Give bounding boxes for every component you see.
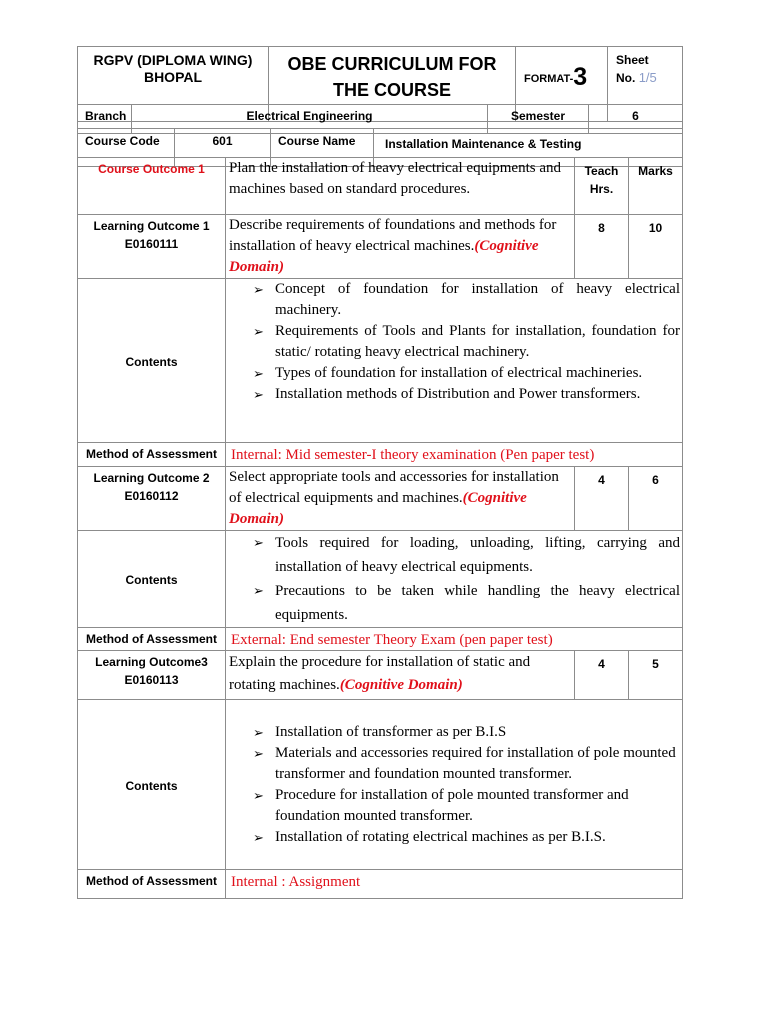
list-item [237,321,680,363]
arrow-bullet-icon: ➢ [253,725,264,740]
list-item [237,722,680,743]
title-line1: OBE CURRICULUM FOR [287,54,497,74]
org-line2: BHOPAL [143,69,203,85]
sheet-label: Sheet [616,53,649,67]
list-item [237,579,680,627]
list-item-text: Installation of transformer as per B.I.S [275,724,507,740]
lo-text: Explain the procedure for installation of static and rotating machines. [229,654,531,693]
contents-row [78,531,683,628]
format-label: FORMAT- [524,73,574,85]
lo-text: Select appropriate tools and accessories for installation of electrical equipments and machines. [229,469,559,506]
course-name-value: Installation Maintenance & Testing [374,129,683,167]
list-item [237,531,680,579]
list-item-text: Materials and accessories required for installation of pole mounted transformer and foundation mounted transformer. [275,745,676,782]
lo-title: Learning Outcome3 [95,655,208,669]
lo-text: Describe requirements of foundations and methods for installation of heavy electrical machines. [229,217,557,254]
learning-outcome-row [78,215,683,279]
course-name-label: Course Name [271,129,374,167]
course-outcome-text: Plan the installation of heavy electrical equipments and machines based on standard procedures. [226,158,575,215]
branch-value: Electrical Engineering [132,105,488,134]
contents-list [229,531,680,627]
arrow-bullet-icon: ➢ [253,746,264,761]
contents-row [78,700,683,870]
list-item [237,827,680,848]
arrow-bullet-icon: ➢ [253,830,264,845]
sheet-no-label: No. [616,71,636,85]
assessment-label: Method of Assessment [78,870,226,899]
semester-label: Semester [488,105,589,134]
list-item-text: Installation methods of Distribution and Power transformers. [275,386,641,402]
learning-outcome-text [226,651,575,700]
list-item [237,384,680,405]
lo-marks: 10 [629,215,683,279]
list-item-text: Tools required for loading, unloading, lifting, carrying and installation of heavy electrical equipments. [275,535,680,575]
list-item-text: Precautions to be taken while handling the heavy electrical equipments. [275,583,680,623]
lo-marks: 5 [629,651,683,700]
course-code-value: 601 [175,129,271,167]
course-outcome-label: Course Outcome 1 [78,158,226,215]
lo-code: E0160112 [124,489,179,503]
learning-outcome-label [78,651,226,700]
assessment-text: External: End semester Theory Exam (pen paper test) [226,628,683,651]
learning-outcome-text [226,215,575,279]
teach-hrs-header: Teach Hrs. [575,158,629,215]
lo-domain: (Cognitive Domain) [229,238,539,275]
learning-outcome-row [78,467,683,531]
learning-outcome-text [226,467,575,531]
contents-list [229,722,680,848]
lo-title: Learning Outcome 2 [93,471,210,485]
learning-outcome-row [78,651,683,700]
list-item-text: Types of foundation for installation of electrical machineries. [275,365,643,381]
contents-cell [226,700,683,870]
lo-code: E0160111 [124,237,179,251]
contents-label: Contents [78,531,226,628]
course-code-label: Course Code [78,129,175,167]
arrow-bullet-icon: ➢ [253,387,264,402]
learning-outcome-label [78,215,226,279]
list-item-text: Procedure for installation of pole mounted transformer and foundation mounted transformer. [275,787,629,824]
assessment-text: Internal: Mid semester-I theory examination (Pen paper test) [226,443,683,467]
sheet-page: 1/5 [638,70,657,85]
contents-row [78,279,683,443]
assessment-label: Method of Assessment [78,628,226,651]
list-item [237,785,680,827]
list-item [237,363,680,384]
lo-hours: 4 [575,651,629,700]
org-line1: RGPV (DIPLOMA WING) [93,52,253,68]
arrow-bullet-icon: ➢ [253,788,264,803]
assessment-row [78,870,683,899]
outcomes-table [77,157,683,899]
arrow-bullet-icon: ➢ [253,583,264,598]
list-item-text: Concept of foundation for installation of heavy electrical machinery. [275,281,680,318]
lo-domain: (Cognitive Domain) [339,677,463,693]
contents-label: Contents [78,700,226,870]
semester-value: 6 [589,105,683,134]
contents-label: Contents [78,279,226,443]
list-item-text: Installation of rotating electrical machines as per B.I.S. [275,829,606,845]
list-item [237,279,680,321]
lo-code: E0160113 [124,673,179,687]
branch-label: Branch [78,105,132,134]
contents-list [229,279,680,405]
list-item-text: Requirements of Tools and Plants for installation, foundation for static/ rotating heavy electrical machinery. [275,323,680,360]
arrow-bullet-icon: ➢ [253,282,264,297]
contents-cell [226,279,683,443]
assessment-row [78,443,683,467]
marks-header: Marks [629,158,683,215]
title-line2: THE COURSE [332,80,451,100]
assessment-row [78,628,683,651]
arrow-bullet-icon: ➢ [253,324,264,339]
contents-cell [226,531,683,628]
lo-hours: 8 [575,215,629,279]
learning-outcome-label [78,467,226,531]
lo-hours: 4 [575,467,629,531]
lo-title: Learning Outcome 1 [93,219,210,233]
list-item [237,743,680,785]
arrow-bullet-icon: ➢ [253,366,264,381]
curriculum-sheet [77,46,682,906]
assessment-label: Method of Assessment [78,443,226,467]
lo-domain: (Cognitive Domain) [229,490,527,527]
assessment-text: Internal : Assignment [226,870,683,899]
format-number: 3 [573,63,588,91]
arrow-bullet-icon: ➢ [253,535,264,550]
lo-marks: 6 [629,467,683,531]
